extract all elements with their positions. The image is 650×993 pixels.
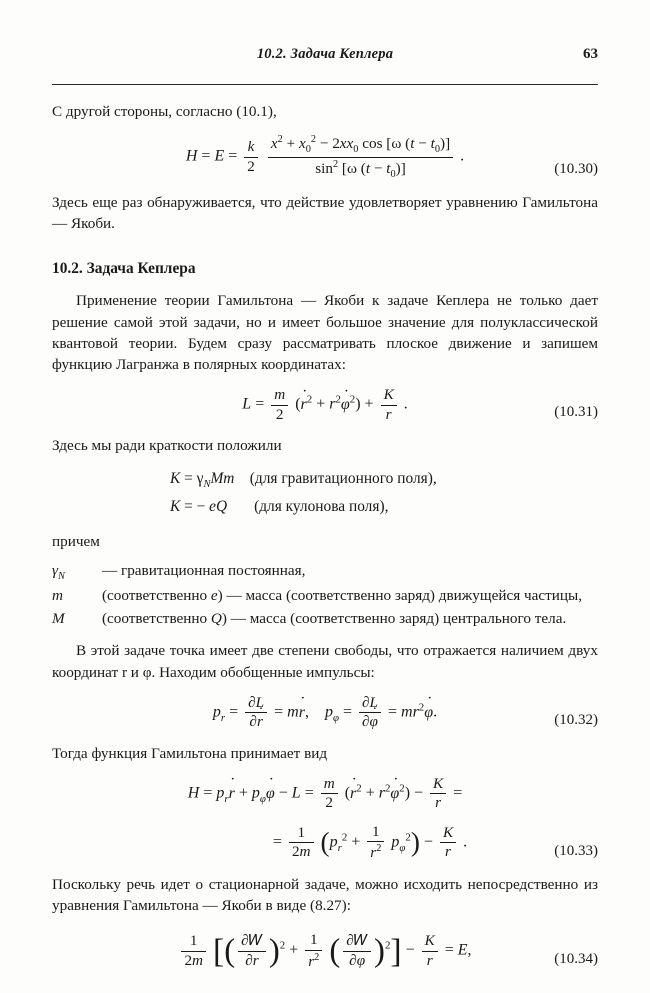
equation-10-34-body: $\frac{1}{2m}$ [( $\frac{\text{∂𝑊}}{\partial r}$ )$^2$ + $\frac{1}{r^2}$ ( $\frac{\text{∂𝑊}}{\partial\varphi}$ )$^2$] − $\frac{K}{r}$ = E, — [52, 932, 598, 970]
equation-10-30-body: H = E = $\frac{k}{2}$ $\frac{x^2 + x_0^2 - 2xx_0 \cos [\omega (t - t_0)]}{\sin^2 [\omega (t - t_0)]}$ . — [185, 134, 465, 180]
header-rule — [52, 84, 598, 85]
k-definition-coulomb: K = − eQ (для кулонова поля), — [170, 497, 389, 515]
fraction-k-r-c: $\frac{K}{r}$ — [440, 825, 456, 861]
fraction-k-r-d: $\frac{K}{r}$ — [422, 933, 438, 969]
fraction-dl-dphi: $\frac{\partial L}{\partial\varphi}$ ˙ — [359, 695, 381, 731]
equation-10-33-line-1-body: $H = p_rr$ ˙ + $p_\varphi\varphi$ ˙ − L = $\frac{m}{2}$ (r ˙$^2$ + $r^2\varphi$ ˙$^2$) − $\frac{K}{r}$ = — [52, 776, 598, 812]
fraction-1-r2-b: $\frac{1}{r^2}$ — [305, 932, 322, 970]
fraction-1-r2: $\frac{1}{r^2}$ — [367, 824, 384, 862]
section-title: 10.2. Задача Кеплера — [52, 260, 196, 278]
k-definition-gravitational: $K = \gamma_NMm$ (для гравитационного поля), — [170, 469, 437, 490]
equation-10-33-line-1 — [52, 776, 598, 812]
paragraph-1: С другой стороны, согласно (10.1), — [52, 103, 277, 120]
running-head — [52, 46, 598, 80]
running-head-title: 10.2. Задача Кеплера — [256, 46, 394, 62]
fraction-dw-dr: $\frac{\text{∂𝑊}}{\partial r}$ — [238, 933, 266, 969]
equation-10-33-number: (10.33) — [554, 842, 598, 859]
equation-10-32 — [52, 695, 598, 731]
symbol-definition-M-text: (соответственно Q) — масса (соответственно заряд) центрального тела. — [102, 610, 567, 628]
fraction-dw-dphi: $\frac{\text{∂𝑊}}{\partial\varphi}$ — [343, 933, 371, 969]
k-definitions — [52, 466, 598, 521]
paragraph-6: В этой задаче точка имеет две степени свободы, что отражается наличием двух координат r и φ. Находим обобщенные импульсы: — [52, 642, 598, 681]
equation-10-31 — [52, 387, 598, 423]
equation-10-34 — [52, 932, 598, 970]
symbol-definition-gamma-text: — гравитационная постоянная, — [102, 562, 306, 580]
equation-10-30-number: (10.30) — [554, 160, 598, 177]
fraction-k-r-b: $\frac{K}{r}$ — [430, 776, 446, 812]
equation-10-31-number: (10.31) — [554, 404, 598, 421]
equation-10-33-line-2 — [52, 824, 598, 862]
page-number: 63 — [583, 46, 598, 62]
fraction-k-r: $\frac{K}{r}$ — [381, 387, 397, 423]
paragraph-3: Применение теории Гамильтона — Якоби к задаче Кеплера не только дает решение самой этой задачи, но и имеет большое значение для полуклассической квантовой теории. Будем сразу рассматривать плоское движение и запишем функцию Лагранжа в полярных координатах: — [52, 292, 598, 374]
paragraph-2: Здесь еще раз обнаруживается, что действие удовлетворяет уравнению Гамильтона — Якоби. — [52, 193, 598, 233]
equation-10-32-body: $p_r$ = $\frac{\partial L}{\partial r}$ ˙ = mr ˙, $p_\varphi$ = $\frac{\partial L}{\partial\varphi}$ ˙ = $mr^2\varphi$ ˙. — [52, 695, 598, 731]
symbol-definition-gamma: $\gamma_N$ — гравитационная постоянная, — [52, 562, 306, 583]
paragraph-4: Здесь мы ради краткости положили — [52, 437, 282, 455]
fraction-m-2: $\frac{m}{2}$ — [271, 387, 288, 423]
fraction-1-2m: $\frac{1}{2m}$ — [289, 825, 314, 861]
equation-10-32-number: (10.32) — [554, 711, 598, 728]
k-definition-gravitational-note: (для гравитационного поля), — [249, 469, 437, 487]
symbol-definitions — [52, 561, 598, 630]
equation-10-30 — [52, 134, 598, 180]
fraction-1-2m-b: $\frac{1}{2m}$ — [181, 933, 206, 969]
fraction-dl-dr: $\frac{\partial L}{\partial r}$ ˙ — [245, 695, 267, 731]
equation-10-31-body: L = $\frac{m}{2}$ (r ˙$^2$ + $r^2\varphi$ ˙$^2$) + $\frac{K}{r}$ . — [52, 387, 598, 423]
symbol-definition-m-text: (соответственно e) — масса (соответственно заряд) движущейся частицы, — [102, 587, 582, 605]
equation-10-34-number: (10.34) — [554, 951, 598, 968]
fraction-k-2: $\frac{k}{2}$ — [244, 139, 258, 175]
fraction-m-2b: $\frac{m}{2}$ — [321, 776, 338, 812]
symbol-definition-M: M (соответственно Q) — масса (соответственно заряд) центрального тела. — [52, 610, 567, 628]
paragraph-5: причем — [52, 532, 100, 550]
equation-10-33-line-2-body: = $\frac{1}{2m}$ ($p_r^2$ + $\frac{1}{r^2}$ $p_\varphi^2$) − $\frac{K}{r}$ . — [272, 822, 468, 862]
k-definition-coulomb-note: (для кулонова поля), — [254, 497, 389, 515]
paragraph-7: Тогда функция Гамильтона принимает вид — [52, 744, 328, 762]
fraction-main: $\frac{x^2 + x_0^2 - 2xx_0 \cos [\omega (t - t_0)]}{\sin^2 [\omega (t - t_0)]}$ — [268, 134, 453, 180]
paragraph-8: Поскольку речь идет о стационарной задаче, можно исходить непосредственно из уравнения Гамильтона — Якоби в виде (8.27): — [52, 875, 598, 915]
symbol-definition-m: m (соответственно e) — масса (соответственно заряд) движущейся частицы, — [52, 587, 582, 605]
